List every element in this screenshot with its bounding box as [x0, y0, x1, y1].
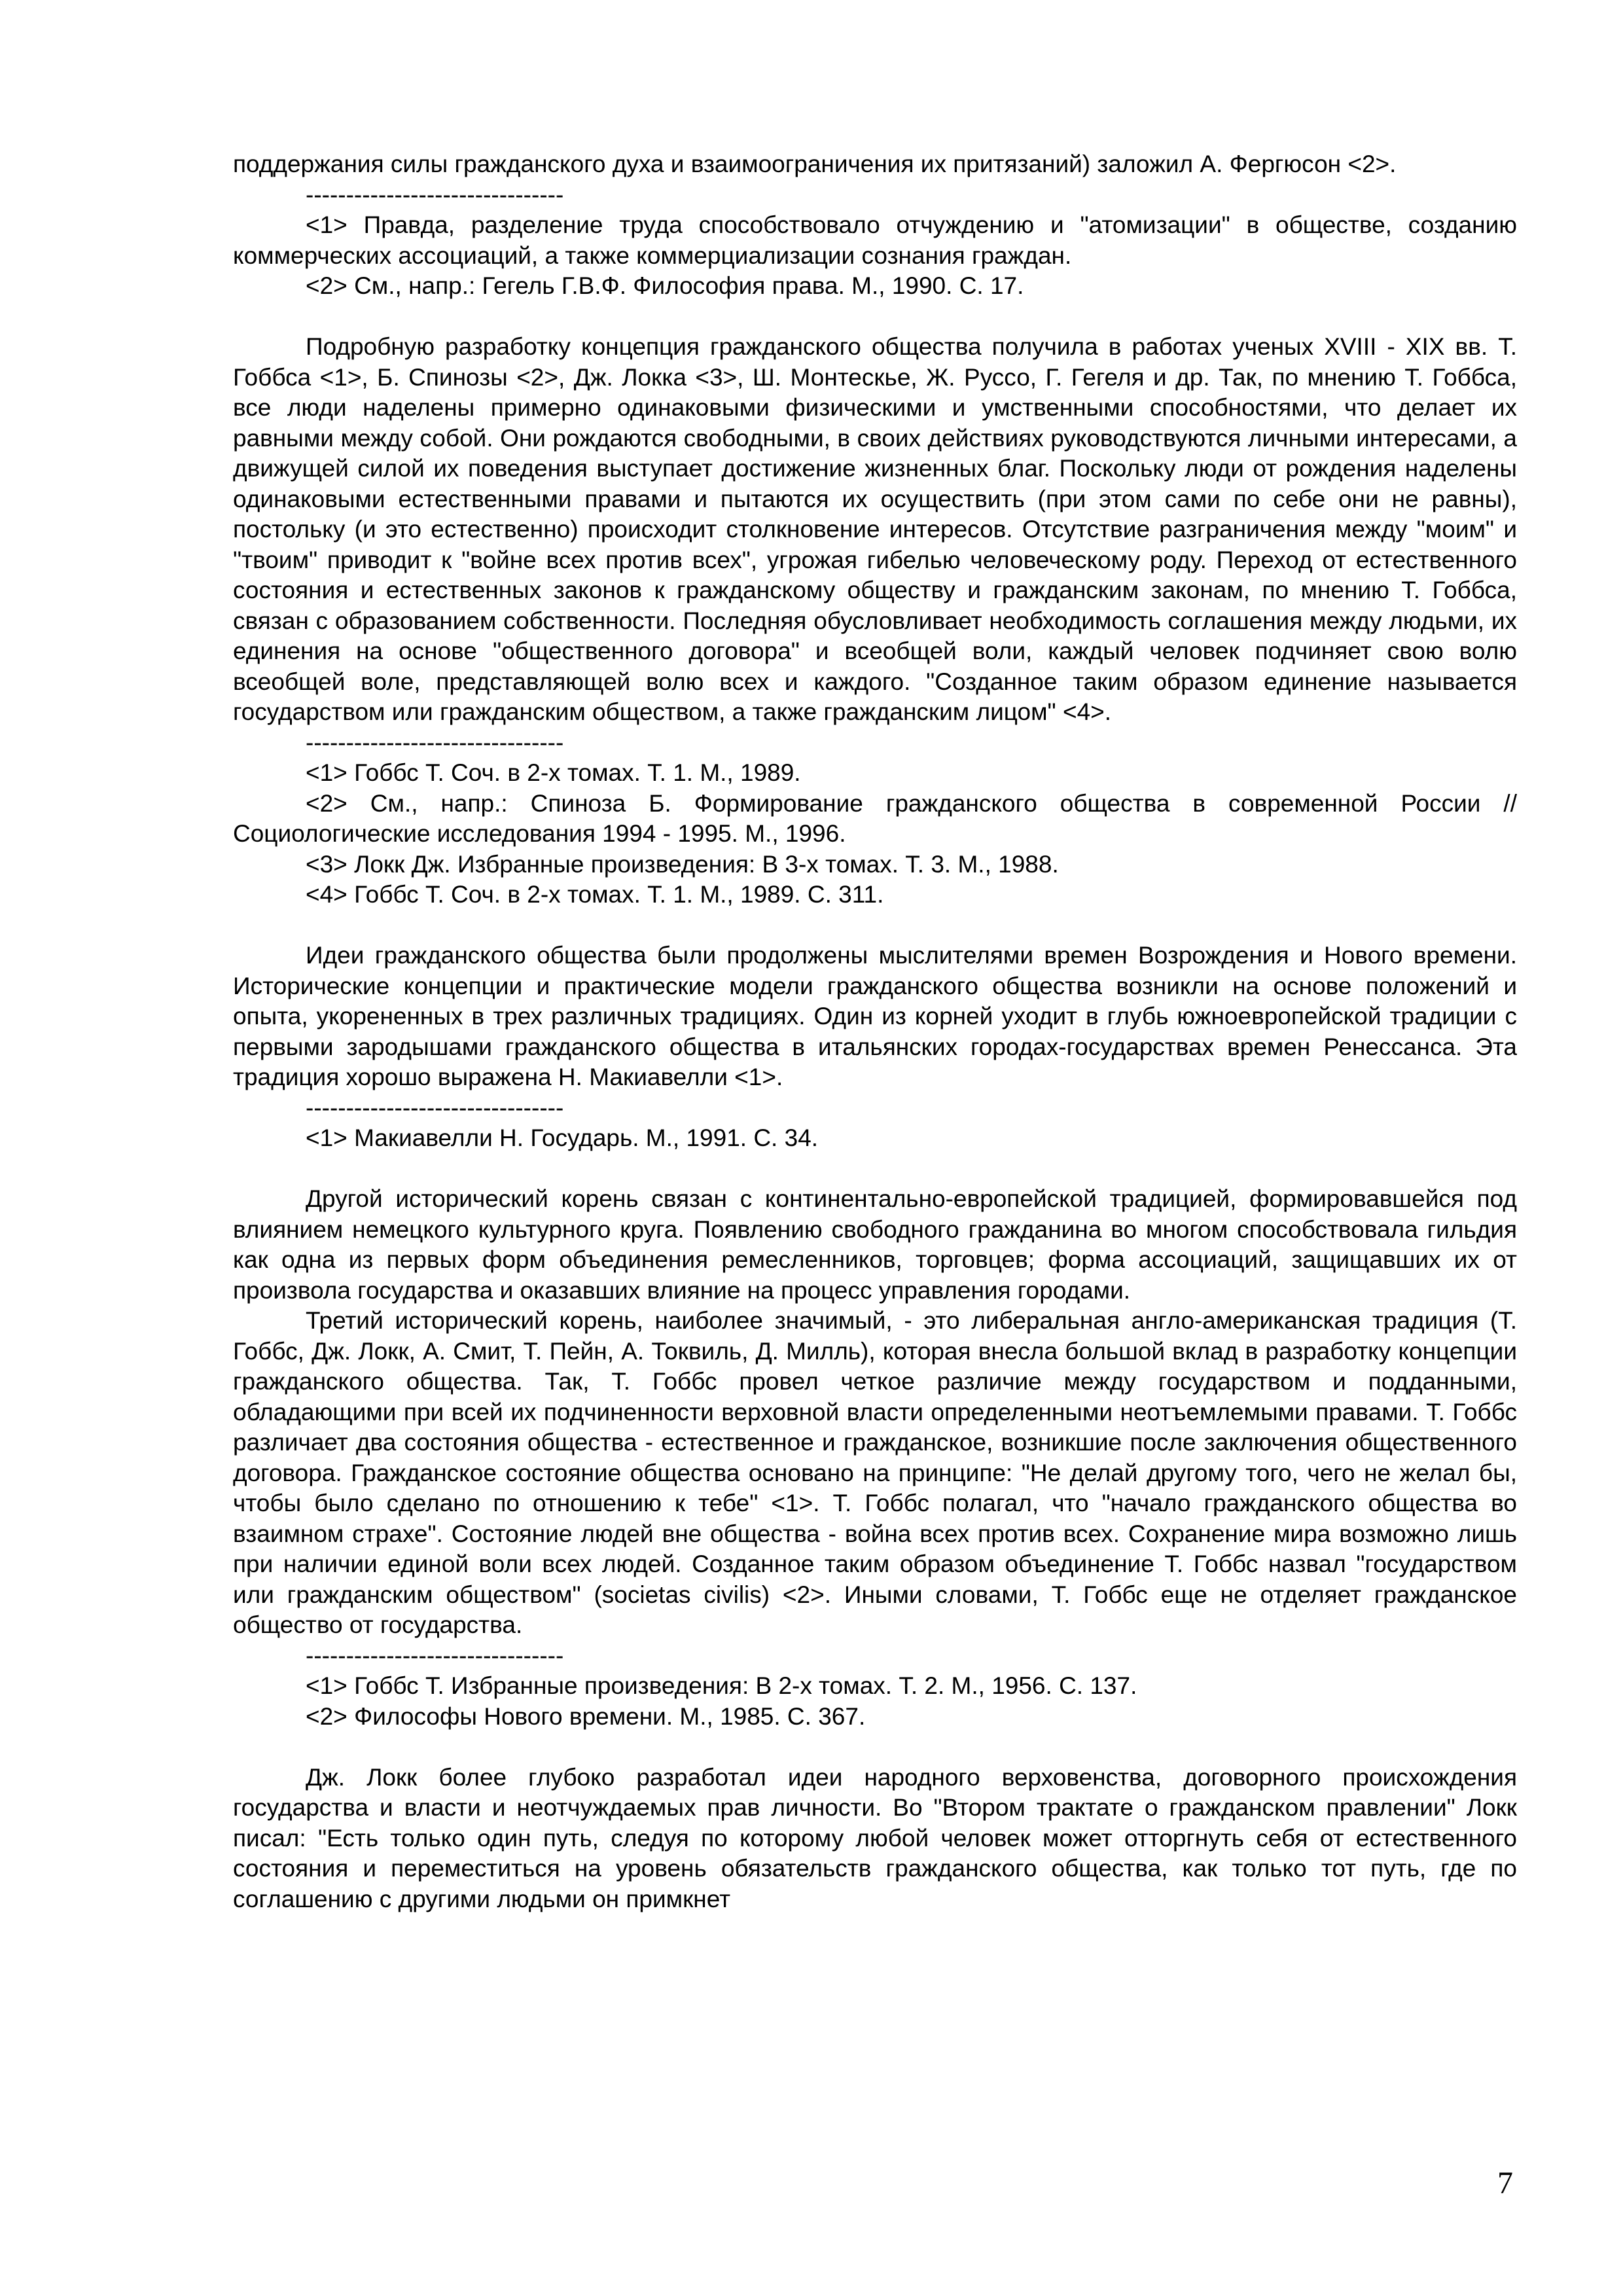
footnote: <1> Макиавелли Н. Государь. М., 1991. С. 34. — [306, 1124, 819, 1151]
footnote: <2> См., напр.: Спиноза Б. Формирование гражданского общества в современной России // Социологические исследования 1994 - 1995. М., 1996. — [233, 789, 1517, 847]
spacer — [233, 910, 1517, 941]
paragraph: Идеи гражданского общества были продолжены мыслителями времен Возрождения и Нового времени. Исторические концепции и практические модели гражданского общества возникли на основе положений и опыта, укорененных в трех различных традициях. Один из корней уходит в глубь южноевропейской традиции с первыми зародышами гражданского общества в итальянских городах-государствах времен Ренессанса. Эта традиция хорошо выражена Н. Макиавелли <1>. — [233, 942, 1517, 1090]
paragraph-continuation: поддержания силы гражданского духа и взаимоограничения их притязаний) заложил А. Фергюсон <2>. — [233, 151, 1397, 177]
paragraph: Третий исторический корень, наиболее значимый, - это либеральная англо-американская традиция (Т. Гоббс, Дж. Локк, А. Смит, Т. Пейн, А. Токвиль, Д. Милль), которая внесла большой вклад в разработку концепции гражданского общества. Так, Т. Гоббс провел четкое различие между государством и подданными, обладающими при всей их подчиненности верховной власти определенными неотъемлемыми правами. Т. Гоббс различает два состояния общества - естественное и гражданское, возникшие после заключения общественного договора. Гражданское состояние общества основано на принципе: "Не делай другому того, чего не желал бы, чтобы было сделано по отношению к тебе" <1>. Т. Гоббс полагал, что "начало гражданского общества во взаимном страхе". Состояние людей вне общества - война всех против всех. Сохранение мира возможно лишь при наличии единой воли всех людей. Созданное таким образом объединение Т. Гоббс назвал "государством или гражданским обществом" (societas civilis) <2>. Иными словами, Т. Гоббс еще не отделяет гражданское общество от государства. — [233, 1307, 1517, 1638]
footnote: <3> Локк Дж. Избранные произведения: В 3-х томах. Т. 3. М., 1988. — [306, 850, 1059, 878]
footnote-separator: -------------------------------- — [306, 1094, 564, 1121]
footnote: <1> Правда, разделение труда способствовало отчуждению и "атомизации" в обществе, созданию коммерческих ассоциаций, а также коммерциализации сознания граждан. — [233, 211, 1517, 269]
spacer — [233, 1732, 1517, 1763]
spacer — [233, 1154, 1517, 1185]
page-number: 7 — [1497, 2166, 1513, 2200]
footnote: <1> Гоббс Т. Избранные произведения: В 2-х томах. Т. 2. М., 1956. С. 137. — [306, 1672, 1137, 1699]
footnote-separator: -------------------------------- — [306, 181, 564, 208]
document-page — [233, 149, 1517, 1914]
footnote: <1> Гоббс Т. Соч. в 2-х томах. Т. 1. М., 1989. — [306, 759, 801, 786]
footnote-separator: -------------------------------- — [306, 728, 564, 756]
footnote: <2> См., напр.: Гегель Г.В.Ф. Философия права. М., 1990. С. 17. — [306, 272, 1024, 299]
paragraph: Другой исторический корень связан с континентально-европейской традицией, формировавшейся под влиянием немецкого культурного круга. Появлению свободного гражданина во многом способствовала гильдия как одна из первых форм объединения ремесленников, торговцев; форма ассоциаций, защищавших их от произвола государства и оказавших влияние на процесс управления городами. — [233, 1185, 1517, 1304]
paragraph: Подробную разработку концепция гражданского общества получила в работах ученых XVIII - XIX вв. Т. Гоббса <1>, Б. Спинозы <2>, Дж. Локка <3>, Ш. Монтескье, Ж. Руссо, Г. Гегеля и др. Так, по мнению Т. Гоббса, все люди наделены примерно одинаковыми физическими и умственными способностями, что делает их равными между собой. Они рождаются свободными, в своих действиях руководствуются личными интересами, а движущей силой их поведения выступает достижение жизненных благ. Поскольку люди от рождения наделены одинаковыми естественными правами и пытаются их осуществить (при этом сами по себе они не равны), постольку (и это естественно) происходит столкновение интересов. Отсутствие разграничения между "моим" и "твоим" приводит к "войне всех против всех", угрожая гибелью человеческому роду. Переход от естественного состояния и естественных законов к гражданскому обществу и гражданским законам, по мнению Т. Гоббса, связан с образованием собственности. Последняя обусловливает необходимость соглашения между людьми, их единения на основе "общественного договора" и всеобщей воли, каждый человек подчиняет свою волю всеобщей воле, представляющей волю всех и каждого. "Созданное таким образом единение называется государством или гражданским обществом, а также гражданским лицом" <4>. — [233, 333, 1517, 725]
spacer — [233, 302, 1517, 332]
paragraph: Дж. Локк более глубоко разработал идеи народного верховенства, договорного происхождения государства и власти и неотчуждаемых прав личности. Во "Втором трактате о гражданском правлении" Локк писал: "Есть только один путь, следуя по которому любой человек может отторгнуть себя от естественного состояния и переместиться на уровень обязательств гражданского общества, как только тот путь, где по соглашению с другими людьми он примкнет — [233, 1763, 1517, 1912]
footnote-separator: -------------------------------- — [306, 1641, 564, 1669]
footnote: <4> Гоббс Т. Соч. в 2-х томах. Т. 1. М., 1989. С. 311. — [306, 881, 884, 908]
footnote: <2> Философы Нового времени. М., 1985. С. 367. — [306, 1702, 866, 1730]
